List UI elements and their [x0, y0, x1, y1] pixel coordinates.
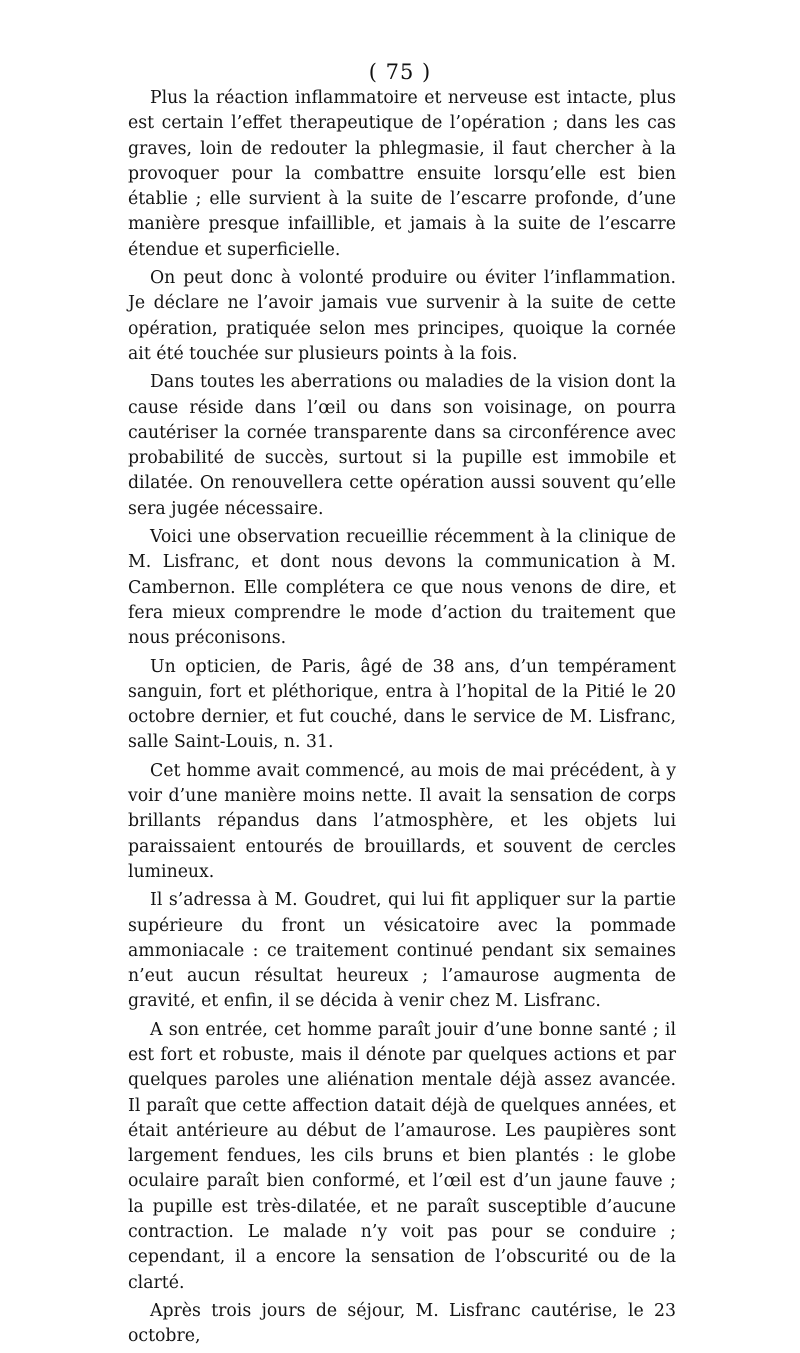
paragraph: Voici une observation recueillie récemment à la clinique de M. Lisfranc, et dont nous devons la communication à M. Cambernon. Elle complétera ce que nous venons de dire, et fera mieux comprendre le mode d’action du traitement que nous préconisons. — [128, 527, 676, 649]
paragraph: Dans toutes les aberrations ou maladies de la vision dont la cause réside dans l’œil ou dans son voisinage, on pourra cautériser la cornée transparente dans sa circonférence avec probabilité de succès, surtout si la pupille est immobile et dilatée. On renouvellera cette opération aussi souvent qu’elle sera jugée nécessaire. — [128, 372, 676, 519]
body-text — [128, 86, 676, 1353]
paragraph: Plus la réaction inflammatoire et nerveuse est intacte, plus est certain l’effet therapeutique de l’opération ; dans les cas graves, loin de redouter la phlegmasie, il faut chercher à la provoquer pour la combattre ensuite lorsqu’elle est bien établie ; elle survient à la suite de l’escarre profonde, d’une manière presque infaillible, et jamais à la suite de l’escarre étendue et superficielle. — [128, 88, 676, 260]
paragraph: Cet homme avait commencé, au mois de mai précédent, à y voir d’une manière moins nette. Il avait la sensation de corps brillants répandus dans l’atmosphère, et les objets lui paraissaient entourés de brouillards, et souvent de cercles lumineux. — [128, 760, 676, 882]
page-number: ( 75 ) — [368, 60, 432, 84]
paragraph: On peut donc à volonté produire ou éviter l’inflammation. Je déclare ne l’avoir jamais vue survenir à la suite de cette opération, pratiquée selon mes principes, quoique la cornée ait été touchée sur plusieurs points à la fois. — [128, 268, 676, 364]
paragraph: Il s’adressa à M. Goudret, qui lui fit appliquer sur la partie supérieure du front un vésicatoire avec la pommade ammoniacale : ce traitement continué pendant six semaines n’eut aucun résultat heureux ; l’amaurose augmenta de gravité, et enfin, il se décida à venir chez M. Lisfranc. — [128, 890, 676, 1012]
paragraph: Après trois jours de séjour, M. Lisfranc cautérise, le 23 octobre, — [128, 1300, 676, 1347]
paragraph: A son entrée, cet homme paraît jouir d’une bonne santé ; il est fort et robuste, mais il dénote par quelques actions et par quelques paroles une aliénation mentale déjà assez avancée. Il paraît que cette affection datait déjà de quelques années, et était antérieure au début de l’amaurose. Les paupières sont largement fendues, les cils bruns et bien plantés : le globe oculaire paraît bien conformé, et l’œil est d’un jaune fauve ; la pupille est très-dilatée, et ne paraît susceptible d’aucune contraction. Le malade n’y voit pas pour se conduire ; cependant, il a encore la sensation de l’obscurité ou de la clarté. — [128, 1019, 676, 1293]
paragraph: Un opticien, de Paris, âgé de 38 ans, d’un tempérament sanguin, fort et pléthorique, entra à l’hopital de la Pitié le 20 octobre dernier, et fut couché, dans le service de M. Lisfranc, salle Saint-Louis, n. 31. — [128, 656, 676, 753]
